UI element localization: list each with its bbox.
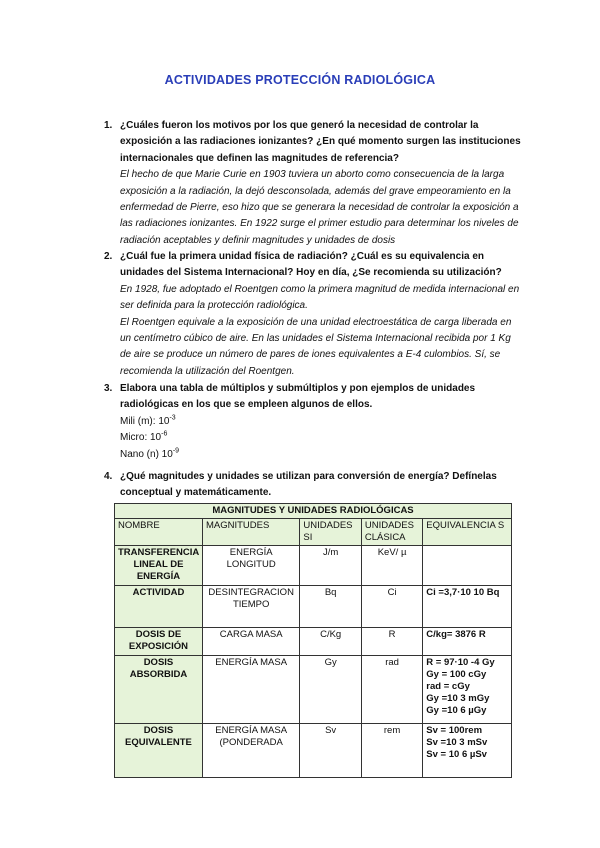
equivalence-cell: Ci =3,7·10 10 Bq [423, 586, 512, 628]
classic-cell: rad [361, 656, 422, 724]
units-table [114, 503, 512, 778]
classic-cell: KeV/ µ [361, 546, 422, 586]
question-text: ¿Qué magnitudes y unidades se utilizan para conversión de energía? Defínelas conceptual y matemáticamente. [120, 471, 497, 499]
header-cell: EQUIVALENCIA S [423, 519, 512, 546]
table-caption: MAGNITUDES Y UNIDADES RADIOLÓGICAS [115, 504, 512, 519]
question-2 [104, 249, 524, 380]
si-cell: Gy [300, 656, 361, 724]
answer-text: El Roentgen equivale a la exposición de una unidad electroestática de carga liberada en un centímetro cúbico de aire. En las unidades el Sistema Internacional recibida por 1 Kg de aire se produce un número de pares de iones equivalentes a E-4 culombios. Sí, se recomienda la utilización del Roentgen. [120, 316, 512, 377]
magnitude-cell: DESINTEGRACION TIEMPO [202, 586, 299, 628]
name-cell: TRANSFERENCIA LINEAL DE ENERGÍA [115, 546, 203, 586]
question-text: Elabora una tabla de múltiplos y submúltiplos y pon ejemplos de unidades radiológicas en los que se empleen algunos de ellos. [120, 383, 476, 411]
classic-cell: R [361, 628, 422, 656]
classic-cell: rem [361, 724, 422, 778]
answer-text: El hecho de que Marie Curie en 1903 tuviera un aborto como consecuencia de la larga exposición a la radiación, la dejó desconsolada, además del grave empeoramiento en la enfermedad de Pierre, eso hizo que se generara la necesidad de controlar la exposición a las radiaciones ionizantes. En 1922 surge el primer estudio para determinar los niveles de radiación aceptables y definir magnitudes y unidades de dosis [120, 169, 519, 246]
question-1 [104, 118, 524, 249]
question-3 [104, 381, 524, 463]
table-row [115, 586, 512, 628]
magnitude-cell: ENERGÍA MASA [202, 656, 299, 724]
si-cell: J/m [300, 546, 361, 586]
table-row [115, 656, 512, 724]
header-cell: MAGNITUDES [202, 519, 299, 546]
question-number: 3. [104, 383, 113, 394]
question-number: 2. [104, 251, 113, 262]
table-row [115, 546, 512, 586]
header-cell: NOMBRE [115, 519, 203, 546]
prefix-mili: Mili (m): $10^{-3}$ [120, 414, 176, 427]
si-cell: Sv [300, 724, 361, 778]
page-title: ACTIVIDADES PROTECCIÓN RADIOLÓGICA [164, 73, 436, 87]
question-4 [104, 469, 524, 502]
name-cell: DOSIS DE EXPOSICIÓN [115, 628, 203, 656]
header-cell: UNIDADES CLÁSICA [361, 519, 422, 546]
equivalence-cell: R = 97·10 -4 Gy Gy = 100 cGy rad = cGy Gy =10 3 mGy Gy =10 6 µGy [423, 656, 512, 724]
header-cell: UNIDADES SI [300, 519, 361, 546]
name-cell: DOSIS EQUIVALENTE [115, 724, 203, 778]
equivalence-cell: C/kg= 3876 R [423, 628, 512, 656]
question-text: ¿Cuáles fueron los motivos por los que generó la necesidad de controlar la exposición a las radiaciones ionizantes? ¿En qué momento surgen las instituciones internacionales que definen las magnitudes de referencia? [120, 120, 521, 164]
classic-cell: Ci [361, 586, 422, 628]
magnitude-cell: CARGA MASA [202, 628, 299, 656]
table-row [115, 628, 512, 656]
question-number: 4. [104, 471, 113, 482]
question-text: ¿Cuál fue la primera unidad física de radiación? ¿Cuál es su equivalencia en unidades del Sistema Internacional? Hoy en día, ¿Se recomienda su utilización? [120, 251, 502, 279]
table-row [115, 724, 512, 778]
question-number: 1. [104, 120, 113, 131]
name-cell: ACTIVIDAD [115, 586, 203, 628]
answer-text: En 1928, fue adoptado el Roentgen como la primera magnitud de medida internacional en ser definida para la protección radiológica. [120, 283, 520, 312]
magnitude-cell: ENERGÍA LONGITUD [202, 546, 299, 586]
name-cell: DOSIS ABSORBIDA [115, 656, 203, 724]
si-cell: Bq [300, 586, 361, 628]
magnitude-cell: ENERGÍA MASA (PONDERADA [202, 724, 299, 778]
equivalence-cell [423, 546, 512, 586]
prefix-micro: Micro: $10^{-6}$ [120, 430, 168, 444]
si-cell: C/Kg [300, 628, 361, 656]
table-header-row [115, 519, 512, 546]
prefix-nano: Nano (n) $10^{-9}$ [120, 447, 180, 460]
equivalence-cell: Sv = 100rem Sv =10 3 mSv Sv = 10 6 µSv [423, 724, 512, 778]
